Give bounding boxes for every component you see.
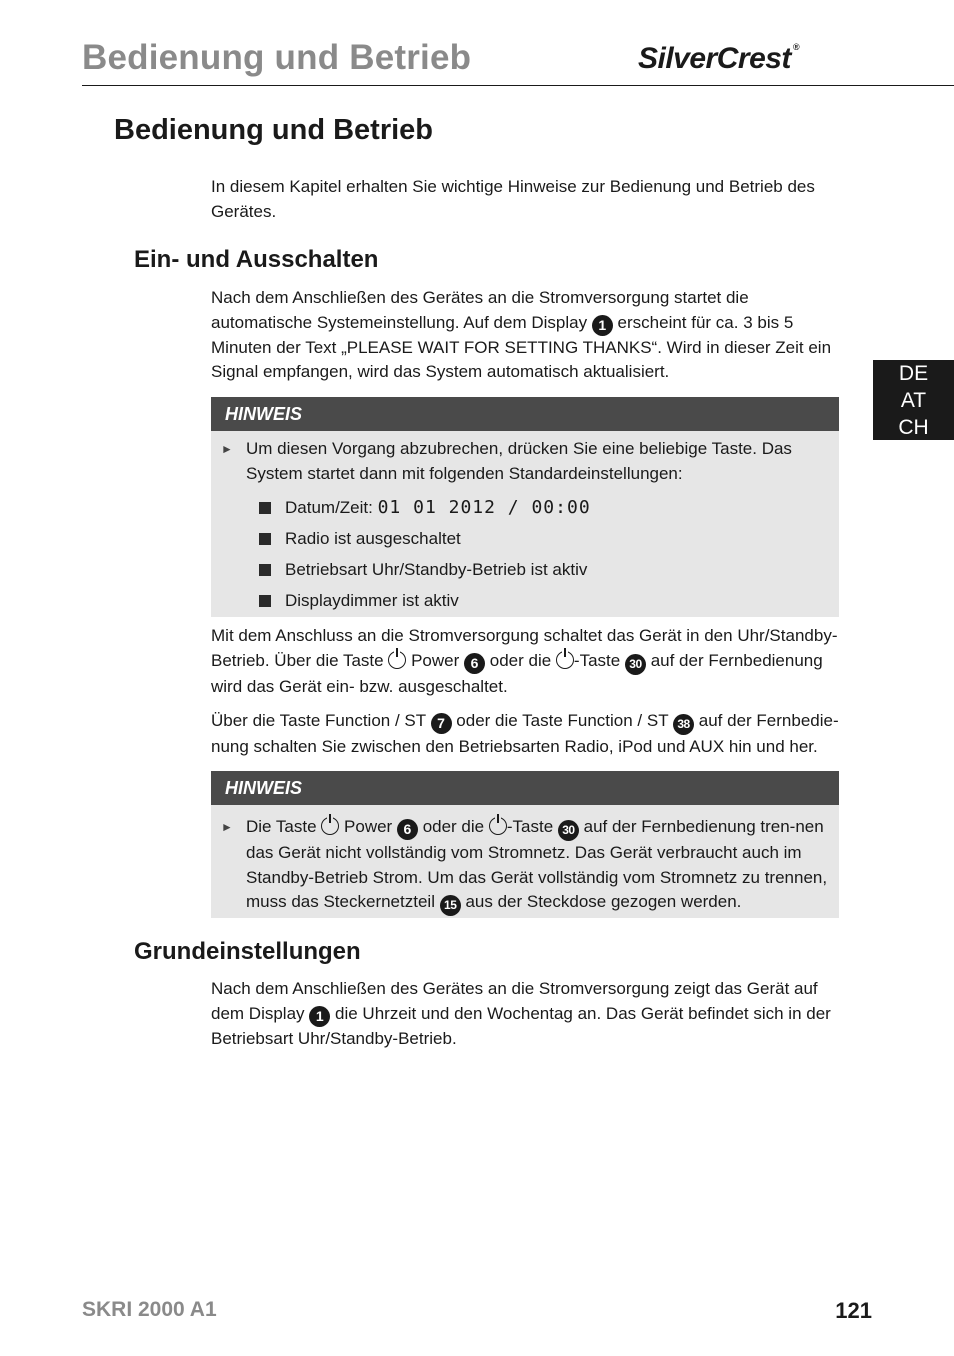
list-item <box>219 523 829 554</box>
language-at: AT <box>900 389 927 412</box>
brand-logo <box>638 42 799 76</box>
power-text-a: Mit dem Anschluss an die Stromversorgung schaltet das Gerät in den Uhr/Standby-Betrieb. Über die Taste <box>211 626 838 670</box>
default-settings-list <box>219 492 829 616</box>
language-ch: CH <box>898 416 929 439</box>
paragraph-startup <box>211 286 843 385</box>
note-power-label: Power <box>344 817 393 836</box>
list-item <box>219 585 829 616</box>
note-line <box>219 437 829 486</box>
note-label: HINWEIS <box>211 397 839 431</box>
power-icon <box>321 817 339 835</box>
triangle-right-icon: ► <box>221 442 233 456</box>
reference-number-badge: 30 <box>625 654 646 675</box>
registered-mark: ® <box>792 42 800 52</box>
function-text-c: auf der Fernbedie-nung schalten Sie zwischen den Betriebsarten Radio, iPod und AUX hin und her. <box>211 711 839 756</box>
function-text-b: oder die Taste Function / ST <box>456 711 669 730</box>
triangle-right-icon: ► <box>221 820 233 834</box>
lcd-datetime: 01 01 2012 / 00:00 <box>377 497 591 519</box>
function-text-a: Über die Taste Function / ST <box>211 711 426 730</box>
list-item-label: Datum/Zeit: <box>285 498 373 518</box>
note-box-default-settings <box>211 397 839 617</box>
reference-number-badge: 15 <box>440 895 461 916</box>
power-icon <box>556 651 574 669</box>
note-text-a: Die Taste <box>246 817 317 836</box>
note-body <box>211 805 839 922</box>
startup-text-a: Nach dem Anschließen des Gerätes an die Stromversorgung startet die automatische Systemeinstellung. Auf dem Display <box>211 288 749 332</box>
note-body <box>211 431 839 622</box>
paragraph-function <box>211 709 843 760</box>
intro-paragraph <box>211 175 843 224</box>
note-text-e: aus der Steckdose gezogen werden. <box>465 892 742 912</box>
list-item <box>219 492 829 523</box>
power-icon <box>388 651 406 669</box>
footer-model: SKRI 2000 A1 <box>82 1298 217 1321</box>
power-icon <box>489 817 507 835</box>
square-bullet-icon <box>259 533 271 545</box>
list-item-label: Displaydimmer ist aktiv <box>285 591 459 611</box>
power-text-c: -Taste <box>573 650 621 670</box>
reference-number-badge: 38 <box>673 714 694 735</box>
note-text-b: oder die <box>422 817 485 836</box>
note-text-c: -Taste <box>506 817 554 836</box>
power-label: Power <box>411 650 460 670</box>
basic-text-b: die Uhrzeit und den Wochentag an. Das Gerät befindet sich in der Betriebsart Uhr/Standby-Betrieb. <box>211 1003 831 1048</box>
note-label: HINWEIS <box>211 771 839 805</box>
reference-number-badge: 7 <box>431 713 452 734</box>
list-item <box>219 554 829 585</box>
section-title: Bedienung und Betrieb <box>114 114 433 146</box>
power-text-d: auf der Fernbedienung wird das Gerät ein- bzw. ausgeschaltet. <box>211 650 823 696</box>
reference-number-badge: 6 <box>397 819 418 840</box>
note-box-standby <box>211 771 839 918</box>
page-number: 121 <box>835 1298 872 1323</box>
note-text-d: auf der Fernbedienung tren-nen das Gerät nicht vollständig vom Stromnetz. Das Gerät verbraucht auch im Standby-Betrieb Strom. Um das Gerät vollständig vom Stromnetz zu trennen, muss das Steckernetzteil <box>246 817 828 912</box>
heading-grundeinstellungen: Grundeinstellungen <box>134 938 361 965</box>
intro-text: In diesem Kapitel erhalten Sie wichtige Hinweise zur Bedienung und Betrieb des Gerätes. <box>211 177 815 221</box>
reference-number-badge: 6 <box>464 653 485 674</box>
reference-number-badge: 1 <box>309 1006 330 1027</box>
paragraph-basic-settings <box>211 977 843 1051</box>
list-item-label: Betriebsart Uhr/Standby-Betrieb ist aktiv <box>285 560 588 580</box>
square-bullet-icon <box>259 502 271 514</box>
basic-text-a: Nach dem Anschließen des Gerätes an die Stromversorgung zeigt das Gerät auf dem Display <box>211 979 818 1023</box>
language-de: DE <box>898 362 929 385</box>
note-line <box>219 815 829 916</box>
language-tab <box>873 360 954 440</box>
startup-text-b: erscheint für ca. 3 bis 5 Minuten der Text „PLEASE WAIT FOR SETTING THANKS“. Wird in dieser Zeit ein Signal empfangen, wird das System automatisch aktualisiert. <box>211 312 832 382</box>
square-bullet-icon <box>259 595 271 607</box>
reference-number-badge: 1 <box>592 315 613 336</box>
heading-ein-aus: Ein- und Ausschalten <box>134 246 379 273</box>
list-item-label: Radio ist ausgeschaltet <box>285 529 461 549</box>
running-title: Bedienung und Betrieb <box>82 38 472 77</box>
square-bullet-icon <box>259 564 271 576</box>
paragraph-power <box>211 624 843 699</box>
power-text-b: oder die <box>489 650 552 670</box>
note-text: Um diesen Vorgang abzubrechen, drücken Sie eine beliebige Taste. Das System startet dann mit folgenden Standardeinstellungen: <box>246 439 792 483</box>
reference-number-badge: 30 <box>558 820 579 841</box>
brand-name: SilverCrest <box>638 42 791 75</box>
header-divider <box>82 85 954 86</box>
